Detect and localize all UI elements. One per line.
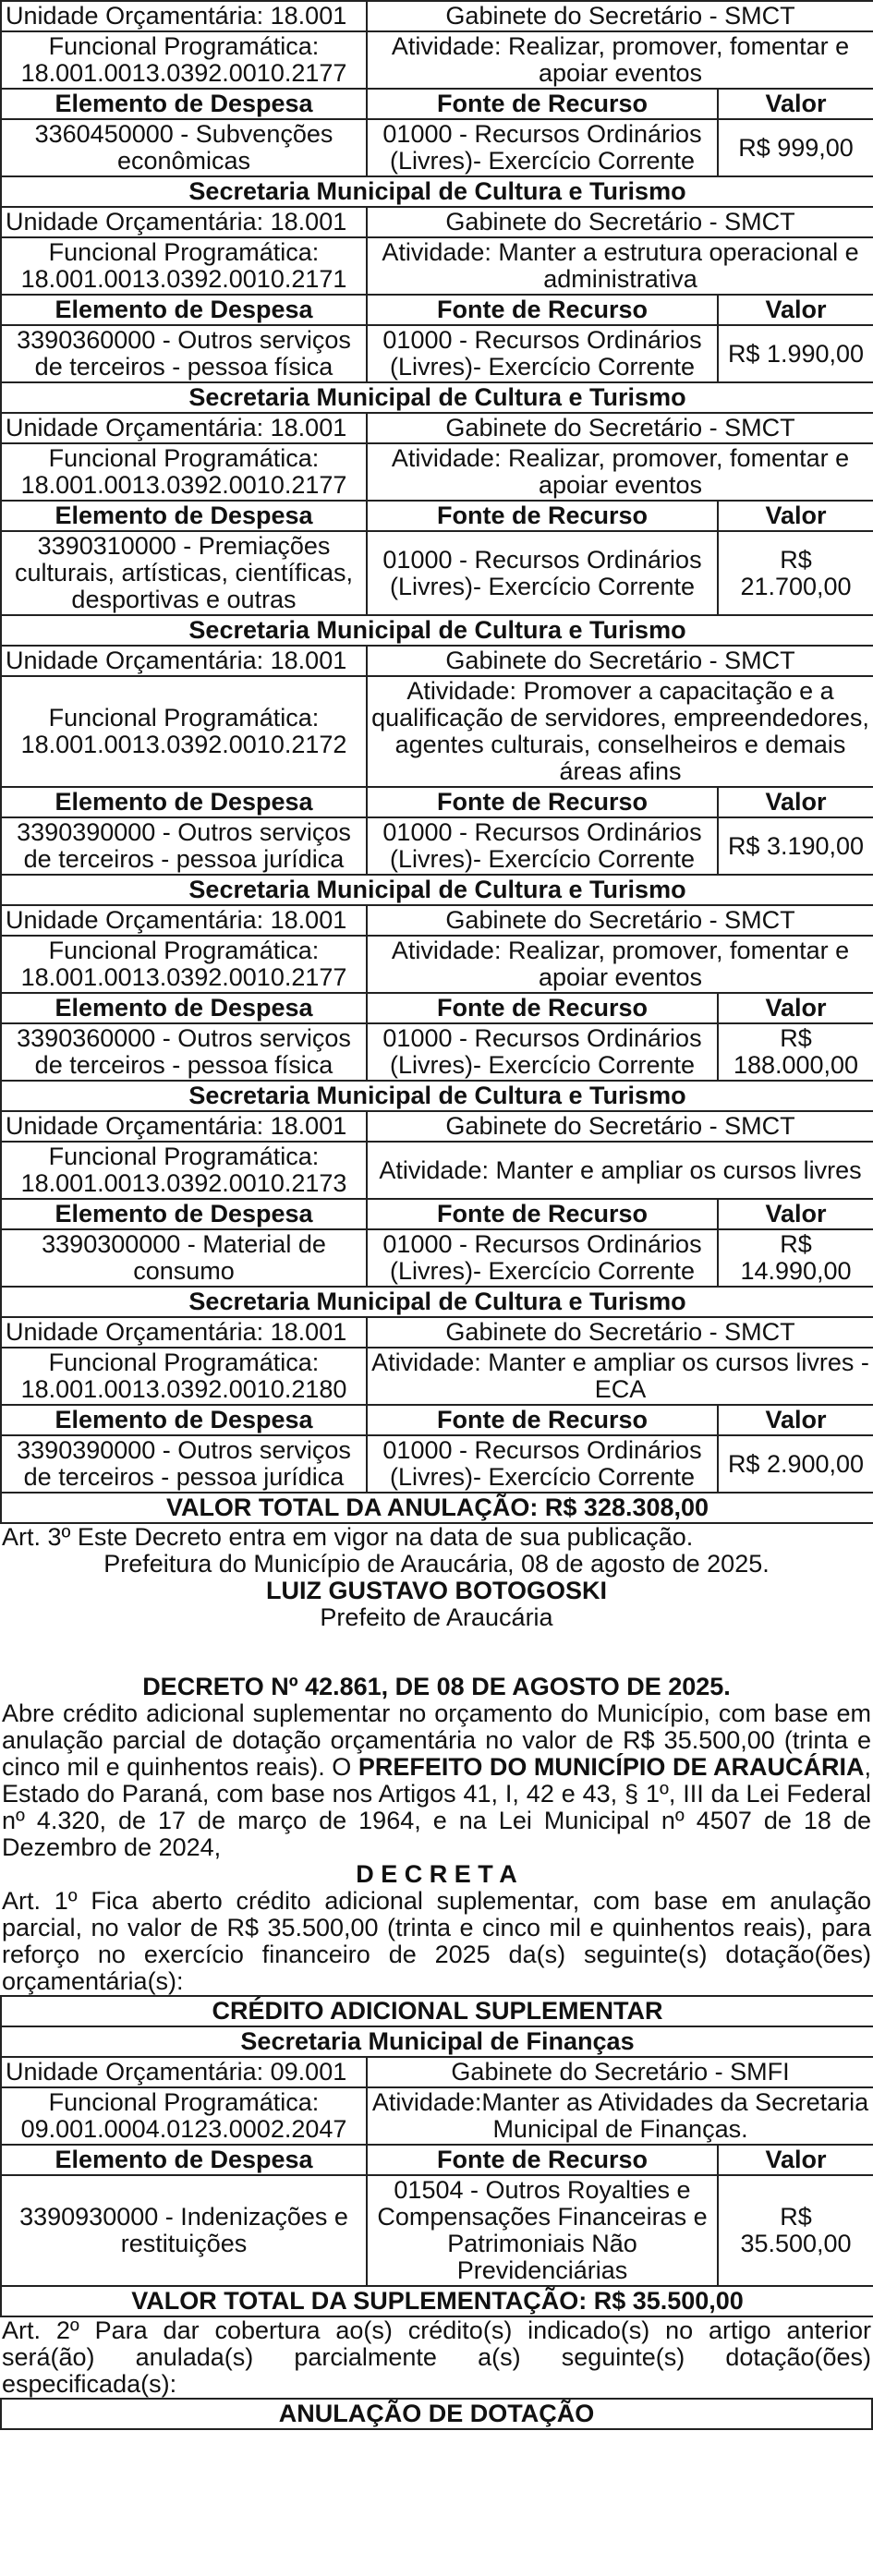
- unidade-orcamentaria: Unidade Orçamentária: 18.001: [1, 1111, 367, 1142]
- suplementar-elemento: 3390930000 - Indenizações e restituições: [1, 2175, 367, 2286]
- header-row: [1, 295, 873, 325]
- elemento-despesa: 3390390000 - Outros serviços de terceiros - pessoa jurídica: [1, 817, 367, 875]
- valor: R$ 999,00: [718, 119, 873, 176]
- header-valor: Valor: [718, 993, 873, 1023]
- preamble-lead: O: [332, 1753, 352, 1781]
- atividade: Atividade: Manter a estrutura operacional e administrativa: [367, 237, 873, 295]
- header-elemento: Elemento de Despesa: [1, 787, 367, 817]
- secretaria-title: Secretaria Municipal de Cultura e Turismo: [1, 1081, 873, 1111]
- funcional-code: 18.001.0013.0392.0010.2171: [20, 265, 347, 293]
- funcional-label: Funcional Programática:: [48, 2088, 320, 2116]
- funcional-code: 18.001.0013.0392.0010.2180: [20, 1375, 347, 1403]
- header-elemento: Elemento de Despesa: [1, 1199, 367, 1229]
- elemento-despesa: 3360450000 - Subvenções econômicas: [1, 119, 367, 176]
- header-valor: Valor: [718, 1405, 873, 1435]
- dotacao-row: [1, 325, 873, 382]
- suplementar-atividade: Atividade:Manter as Atividades da Secretaria Municipal de Finanças.: [367, 2087, 873, 2145]
- fonte-recurso: 01000 - Recursos Ordinários (Livres)- Exercício Corrente: [367, 1023, 718, 1081]
- atividade: Atividade: Promover a capacitação e a qualificação de servidores, empreendedores, agentes culturais, conselheiros e demais áreas afins: [367, 676, 873, 787]
- unidade-row: [1, 413, 873, 443]
- gabinete: Gabinete do Secretário - SMCT: [367, 207, 873, 237]
- dotacao-row: [1, 817, 873, 875]
- valor: R$ 188.000,00: [718, 1023, 873, 1081]
- fonte-recurso: 01000 - Recursos Ordinários (Livres)- Exercício Corrente: [367, 119, 718, 176]
- suplementar-total: VALOR TOTAL DA SUPLEMENTAÇÃO: R$ 35.500,00: [1, 2286, 873, 2316]
- fonte-recurso: 01000 - Recursos Ordinários (Livres)- Exercício Corrente: [367, 325, 718, 382]
- valor: R$ 1.990,00: [718, 325, 873, 382]
- suplementar-valor: R$ 35.500,00: [718, 2175, 873, 2286]
- elemento-despesa: 3390360000 - Outros serviços de terceiros - pessoa física: [1, 325, 367, 382]
- secretaria-title: Secretaria Municipal de Cultura e Turismo: [1, 176, 873, 207]
- funcional-programatica: [1, 1142, 367, 1199]
- funcional-label: Funcional Programática:: [48, 1143, 320, 1170]
- header-row: [1, 1199, 873, 1229]
- atividade: Atividade: Realizar, promover, fomentar e apoiar eventos: [367, 31, 873, 89]
- suplementar-fonte: 01504 - Outros Royalties e Compensações Financeiras e Patrimoniais Não Previdenciárias: [367, 2175, 718, 2286]
- decree-ementa-preamble: [0, 1700, 873, 1861]
- unidade-row: [1, 207, 873, 237]
- fonte-recurso: 01000 - Recursos Ordinários (Livres)- Exercício Corrente: [367, 817, 718, 875]
- unidade-row: [1, 646, 873, 676]
- decreta-heading: D E C R E T A: [356, 1860, 517, 1888]
- gabinete: Gabinete do Secretário - SMCT: [367, 413, 873, 443]
- fonte-recurso: 01000 - Recursos Ordinários (Livres)- Exercício Corrente: [367, 1229, 718, 1287]
- header-elemento: Elemento de Despesa: [1, 501, 367, 531]
- unidade-orcamentaria: Unidade Orçamentária: 18.001: [1, 646, 367, 676]
- funcional-programatica: [1, 936, 367, 993]
- elemento-despesa: 3390300000 - Material de consumo: [1, 1229, 367, 1287]
- funcional-code: 18.001.0013.0392.0010.2173: [20, 1169, 347, 1197]
- funcional-row: [1, 1348, 873, 1405]
- header-valor: Valor: [718, 1199, 873, 1229]
- unidade-row: [1, 1111, 873, 1142]
- funcional-code: 18.001.0013.0392.0010.2177: [20, 471, 347, 499]
- section-gap: [0, 1631, 873, 1674]
- header-valor: Valor: [718, 501, 873, 531]
- header-fonte: Fonte de Recurso: [367, 1405, 718, 1435]
- header-valor: Valor: [718, 295, 873, 325]
- header-valor: Valor: [718, 2145, 873, 2175]
- header-row: [1, 1405, 873, 1435]
- unidade-orcamentaria: Unidade Orçamentária: 18.001: [1, 207, 367, 237]
- funcional-row: [1, 676, 873, 787]
- funcional-programatica: [1, 31, 367, 89]
- decree-title: DECRETO Nº 42.861, DE 08 DE AGOSTO DE 2025.: [142, 1673, 731, 1700]
- header-elemento: Elemento de Despesa: [1, 295, 367, 325]
- suplementar-gabinete: Gabinete do Secretário - SMFI: [367, 2057, 873, 2087]
- gabinete: Gabinete do Secretário - SMCT: [367, 1, 873, 31]
- atividade: Atividade: Realizar, promover, fomentar e apoiar eventos: [367, 443, 873, 501]
- atividade: Atividade: Realizar, promover, fomentar e apoiar eventos: [367, 936, 873, 993]
- anulacao-heading: ANULAÇÃO DE DOTAÇÃO: [1, 2399, 872, 2429]
- funcional-code: 18.001.0013.0392.0010.2172: [20, 731, 347, 758]
- dotacao-row: [1, 531, 873, 615]
- funcional-programatica: [1, 1348, 367, 1405]
- header-fonte: Fonte de Recurso: [367, 787, 718, 817]
- funcional-label: Funcional Programática:: [48, 704, 320, 732]
- funcional-programatica: [1, 237, 367, 295]
- gabinete: Gabinete do Secretário - SMCT: [367, 646, 873, 676]
- header-valor: Valor: [718, 787, 873, 817]
- dotacao-row: [1, 119, 873, 176]
- art3-text: Art. 3º Este Decreto entra em vigor na data de sua publicação.: [2, 1523, 694, 1551]
- funcional-programatica: [1, 443, 367, 501]
- funcional-row: [1, 443, 873, 501]
- signer-name: LUIZ GUSTAVO BOTOGOSKI: [265, 1577, 607, 1604]
- anulacao-total: VALOR TOTAL DA ANULAÇÃO: R$ 328.308,00: [1, 1493, 873, 1523]
- decree-ementa: Abre crédito adicional suplementar no orçamento do Município, com base em anulação parcial de dotação orçamentária no valor de R$ 35.500,00 (trinta e cinco mil e quinhentos reais).: [2, 1699, 871, 1781]
- gabinete: Gabinete do Secretário - SMCT: [367, 1111, 873, 1142]
- header-row: [1, 501, 873, 531]
- secretaria-row: [1, 382, 873, 413]
- unidade-row: [1, 1, 873, 31]
- unidade-orcamentaria: Unidade Orçamentária: 18.001: [1, 1317, 367, 1348]
- funcional-code: 18.001.0013.0392.0010.2177: [20, 963, 347, 991]
- funcional-label: Funcional Programática:: [48, 238, 320, 266]
- header-fonte: Fonte de Recurso: [367, 993, 718, 1023]
- header-valor: Valor: [718, 89, 873, 119]
- header-fonte: Fonte de Recurso: [367, 501, 718, 531]
- secretaria-row: [1, 615, 873, 646]
- atividade: Atividade: Manter e ampliar os cursos livres: [367, 1142, 873, 1199]
- elemento-despesa: 3390360000 - Outros serviços de terceiros - pessoa física: [1, 1023, 367, 1081]
- anulacao-total-row: [1, 1493, 873, 1523]
- funcional-programatica: [1, 676, 367, 787]
- unidade-row: [1, 905, 873, 936]
- dotacao-row: [1, 1229, 873, 1287]
- secretaria-title: Secretaria Municipal de Cultura e Turismo: [1, 1287, 873, 1317]
- signer-role: Prefeito de Araucária: [320, 1603, 553, 1631]
- fonte-recurso: 01000 - Recursos Ordinários (Livres)- Exercício Corrente: [367, 1435, 718, 1493]
- secretaria-row: [1, 1287, 873, 1317]
- secretaria-row: [1, 1081, 873, 1111]
- secretaria-title: Secretaria Municipal de Cultura e Turismo: [1, 875, 873, 905]
- unidade-orcamentaria: Unidade Orçamentária: 18.001: [1, 413, 367, 443]
- gabinete: Gabinete do Secretário - SMCT: [367, 905, 873, 936]
- funcional-row: [1, 1142, 873, 1199]
- funcional-row: [1, 936, 873, 993]
- header-row: [1, 89, 873, 119]
- funcional-label: Funcional Programática:: [48, 1348, 320, 1376]
- suplementar-heading: CRÉDITO ADICIONAL SUPLEMENTAR: [1, 1996, 873, 2026]
- header-elemento: Elemento de Despesa: [1, 1405, 367, 1435]
- valor: R$ 2.900,00: [718, 1435, 873, 1493]
- funcional-code: 18.001.0013.0392.0010.2177: [20, 59, 347, 87]
- gabinete: Gabinete do Secretário - SMCT: [367, 1317, 873, 1348]
- funcional-row: [1, 237, 873, 295]
- unidade-orcamentaria: Unidade Orçamentária: 18.001: [1, 1, 367, 31]
- header-row: [1, 993, 873, 1023]
- header-fonte: Fonte de Recurso: [367, 2145, 718, 2175]
- funcional-label: Funcional Programática:: [48, 444, 320, 472]
- header-row: [1, 787, 873, 817]
- header-elemento: Elemento de Despesa: [1, 89, 367, 119]
- art2-text: Art. 2º Para dar cobertura ao(s) crédito(s) indicado(s) no artigo anterior será(ão) anulada(s) parcialmente a(s) seguinte(s) dotação(ões) especificada(s):: [2, 2316, 871, 2398]
- atividade: Atividade: Manter e ampliar os cursos livres - ECA: [367, 1348, 873, 1405]
- suplementar-table: [0, 1995, 873, 2317]
- header-elemento: Elemento de Despesa: [1, 993, 367, 1023]
- dotacao-row: [1, 1435, 873, 1493]
- funcional-label: Funcional Programática:: [48, 32, 320, 60]
- elemento-despesa: 3390390000 - Outros serviços de terceiros - pessoa jurídica: [1, 1435, 367, 1493]
- preamble-rest: , Estado do Paraná, com base nos Artigos 41, I, 42 e 43, § 1º, III da Lei Federal nº 4.320, de 17 de março de 1964, e na Lei Municipal nº 4507 de 18 de Dezembro de 2024,: [2, 1753, 871, 1861]
- art1-text: Art. 1º Fica aberto crédito adicional suplementar, com base em anulação parcial, no valor de R$ 35.500,00 (trinta e cinco mil e quinhentos reais), para reforço no exercício financeiro de 2025 da(s) seguinte(s) dotação(ões) orçamentária(s):: [2, 1887, 871, 1995]
- dotacao-row: [1, 1023, 873, 1081]
- valor: R$ 14.990,00: [718, 1229, 873, 1287]
- secretaria-row: [1, 875, 873, 905]
- valor: R$ 21.700,00: [718, 531, 873, 615]
- header-fonte: Fonte de Recurso: [367, 1199, 718, 1229]
- anulacao-heading-table: [0, 2398, 873, 2430]
- funcional-row: [1, 31, 873, 89]
- funcional-label: Funcional Programática:: [48, 937, 320, 964]
- secretaria-title: Secretaria Municipal de Cultura e Turismo: [1, 615, 873, 646]
- suplementar-funcional: [1, 2087, 367, 2145]
- unidade-orcamentaria: Unidade Orçamentária: 18.001: [1, 905, 367, 936]
- suplementar-secretaria: Secretaria Municipal de Finanças: [1, 2026, 873, 2057]
- header-fonte: Fonte de Recurso: [367, 295, 718, 325]
- unidade-row: [1, 1317, 873, 1348]
- preamble-authority: PREFEITO DO MUNICÍPIO DE ARAUCÁRIA: [358, 1753, 865, 1781]
- elemento-despesa: 3390310000 - Premiações culturais, artísticas, científicas, desportivas e outras: [1, 531, 367, 615]
- suplementar-unidade: Unidade Orçamentária: 09.001: [1, 2057, 367, 2087]
- secretaria-title: Secretaria Municipal de Cultura e Turismo: [1, 382, 873, 413]
- secretaria-row: [1, 176, 873, 207]
- valor: R$ 3.190,00: [718, 817, 873, 875]
- header-fonte: Fonte de Recurso: [367, 89, 718, 119]
- funcional-code: 09.001.0004.0123.0002.2047: [20, 2115, 347, 2143]
- fonte-recurso: 01000 - Recursos Ordinários (Livres)- Exercício Corrente: [367, 531, 718, 615]
- header-elemento: Elemento de Despesa: [1, 2145, 367, 2175]
- place-date: Prefeitura do Município de Araucária, 08 de agosto de 2025.: [103, 1550, 770, 1578]
